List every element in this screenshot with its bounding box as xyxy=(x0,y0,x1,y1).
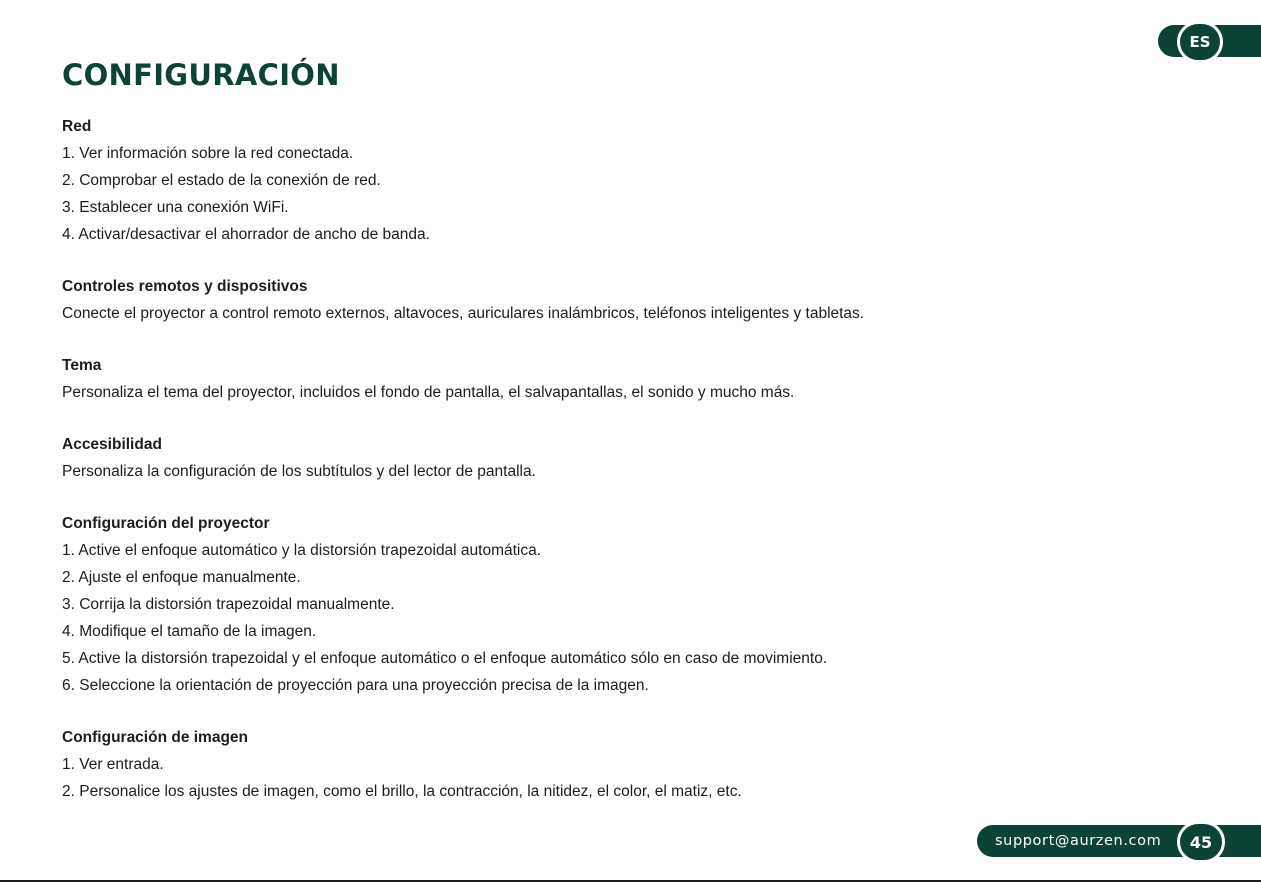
section-red xyxy=(62,114,1062,248)
section-line: Personaliza el tema del proyector, incluidos el fondo de pantalla, el salvapantallas, el sonido y mucho más. xyxy=(62,384,795,401)
section-theme xyxy=(62,353,1062,406)
section-line: Conecte el proyector a control remoto externos, altavoces, auriculares inalámbricos, teléfonos inteligentes y tabletas. xyxy=(62,305,865,322)
section-line: 2. Comprobar el estado de la conexión de red. xyxy=(62,172,381,189)
section-projector-settings xyxy=(62,511,1062,699)
section-heading: Configuración de imagen xyxy=(62,729,249,746)
section-accessibility xyxy=(62,432,1062,485)
section-line: Personaliza la configuración de los subtítulos y del lector de pantalla. xyxy=(62,463,536,480)
section-line: 5. Active la distorsión trapezoidal y el enfoque automático o el enfoque automático sólo en caso de movimiento. xyxy=(62,650,828,667)
section-line: 3. Corrija la distorsión trapezoidal manualmente. xyxy=(62,596,395,613)
language-badge: ES xyxy=(1177,21,1223,63)
section-line: 1. Ver información sobre la red conectada. xyxy=(62,145,354,162)
section-image-settings xyxy=(62,725,1062,805)
section-line: 1. Ver entrada. xyxy=(62,756,164,773)
section-line: 6. Seleccione la orientación de proyección para una proyección precisa de la imagen. xyxy=(62,677,649,694)
settings-content xyxy=(62,114,1062,831)
section-line: 4. Modifique el tamaño de la imagen. xyxy=(62,623,317,640)
section-line: 2. Ajuste el enfoque manualmente. xyxy=(62,569,301,586)
section-heading: Controles remotos y dispositivos xyxy=(62,278,308,295)
section-line: 1. Active el enfoque automático y la distorsión trapezoidal automática. xyxy=(62,542,542,559)
section-line: 2. Personalice los ajustes de imagen, como el brillo, la contracción, la nitidez, el color, el matiz, etc. xyxy=(62,783,742,800)
page-title: CONFIGURACIÓN xyxy=(62,58,340,92)
section-heading: Red xyxy=(62,118,92,135)
page-number-badge: 45 xyxy=(1177,821,1225,863)
section-line: 4. Activar/desactivar el ahorrador de ancho de banda. xyxy=(62,226,430,243)
section-heading: Accesibilidad xyxy=(62,436,162,453)
section-heading: Configuración del proyector xyxy=(62,515,270,532)
section-heading: Tema xyxy=(62,357,102,374)
section-remotes-devices xyxy=(62,274,1062,327)
bottom-divider xyxy=(0,880,1261,882)
section-line: 3. Establecer una conexión WiFi. xyxy=(62,199,289,216)
support-email: support@aurzen.com xyxy=(995,833,1162,849)
